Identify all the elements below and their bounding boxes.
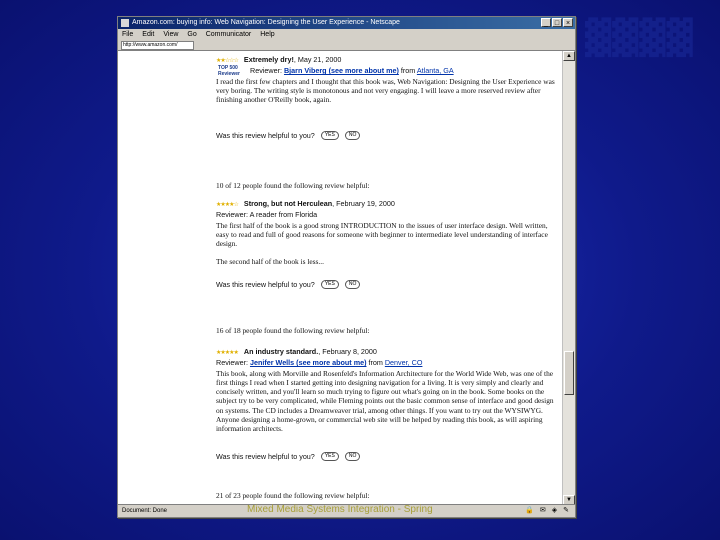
reviewer-line	[216, 358, 556, 367]
review-heading: ★★☆☆☆ Extremely dry!, May 21, 2000	[216, 55, 342, 64]
location-toolbar	[118, 40, 575, 51]
netscape-icon	[121, 19, 129, 27]
review-date: February 8, 2000	[322, 347, 377, 356]
menu-communicator[interactable]: Communicator	[205, 31, 252, 38]
helpful-vote-row	[216, 280, 360, 289]
vote-yes-button[interactable]: YES	[321, 131, 339, 140]
component-icon[interactable]: ◈	[551, 507, 558, 514]
helpful-count: 21 of 23 people found the following review helpful:	[216, 491, 370, 500]
slide-footer: Mixed Media Systems Integration - Spring	[247, 504, 433, 515]
rating-stars: ★★★★★	[216, 350, 238, 356]
menu-bar	[118, 29, 575, 40]
review-title: Extremely dry!	[243, 55, 294, 64]
editor-icon[interactable]: ✎	[563, 507, 569, 514]
menu-go[interactable]: Go	[187, 31, 197, 38]
review-heading: ★★★★☆ Strong, but not Herculean, February 19, 2000	[216, 199, 395, 208]
scroll-up-arrow-icon[interactable]: ▲	[563, 51, 575, 61]
review-heading: ★★★★★ An industry standard., February 8, 2000	[216, 347, 377, 356]
helpful-vote-row	[216, 131, 360, 140]
menu-edit[interactable]: Edit	[142, 31, 155, 38]
helpful-question: Was this review helpful to you?	[216, 131, 315, 140]
status-text: Document: Done	[122, 508, 168, 514]
close-button[interactable]: ×	[563, 18, 573, 27]
rating-stars: ★★★★☆	[216, 202, 238, 208]
reviewer-line	[216, 210, 556, 219]
security-icon[interactable]: 🔒	[525, 507, 534, 514]
from-prefix: from	[368, 358, 383, 368]
vote-no-button[interactable]: NO	[345, 131, 361, 140]
review-item	[216, 347, 556, 434]
rating-stars: ★★☆☆☆	[216, 58, 238, 64]
helpful-count: 10 of 12 people found the following review helpful:	[216, 181, 370, 190]
reviewer-line	[216, 66, 556, 75]
reviewer-name-link[interactable]: Jenifer Wells (see more about me)	[249, 358, 367, 368]
window-title: Amazon.com: buying info: Web Navigation: Designing the User Experience - Netscape	[132, 19, 400, 26]
vote-yes-button[interactable]: YES	[321, 280, 339, 289]
review-body: This book, along with Morville and Rosenfeld's Information Architecture for the World Wide Web, was one of the first things I read when I started getting into designing navigation for a living. It is very simply and clearly and concisely written, and you'll learn so much trying to figure out what's going on in the book. Some books on the subject try to be very complicated, while Fleming points out the basic common sense of interface and good design on systems. The CD includes a Dreamweaver trial, among other things. If you want to try out the WYSIWYG. Anyone designing a home-grown, or commercial web site will be helped by reading this book, as will aspiring information architects.	[216, 368, 554, 434]
review-date: February 19, 2000	[336, 199, 395, 208]
menu-file[interactable]: File	[122, 31, 134, 38]
reviewer-prefix: Reviewer:	[216, 210, 248, 220]
review-title: An industry standard.	[243, 347, 319, 356]
page-content	[118, 51, 562, 505]
from-prefix: from	[400, 66, 416, 76]
top-reviewer-badge: TOP 500 Reviewer	[218, 65, 240, 77]
scroll-down-arrow-icon[interactable]: ▼	[563, 495, 575, 505]
review-body: I read the first few chapters and I thought that this book was, Web Navigation: Designing the User Experience was very boring. The writing style is monotonous and not very engaging. I will leave a more reserved review after finishing another O'Reilly book, again.	[216, 76, 555, 105]
slide-decoration: ▓▓▓▓	[585, 18, 694, 58]
review-date: May 21, 2000	[297, 55, 342, 64]
location-field[interactable]: http://www.amazon.com/	[121, 41, 194, 50]
reviewer-name-link[interactable]: Bjarn Viberg (see more about me)	[283, 66, 399, 76]
menu-view[interactable]: View	[163, 31, 179, 38]
review-item	[216, 55, 556, 104]
title-bar	[118, 17, 575, 29]
helpful-count: 16 of 18 people found the following review helpful:	[216, 326, 370, 335]
reviewer-location-link[interactable]: Denver, CO	[384, 358, 423, 368]
helpful-question: Was this review helpful to you?	[216, 452, 315, 461]
menu-help[interactable]: Help	[260, 31, 275, 38]
reviewer-location-link[interactable]: Atlanta, GA	[416, 66, 454, 76]
reviewer-prefix: Reviewer:	[216, 358, 248, 368]
review-title: Strong, but not Herculean	[243, 199, 333, 208]
mail-icon[interactable]: ✉	[539, 507, 546, 514]
window-controls	[541, 18, 573, 27]
helpful-vote-row	[216, 452, 360, 461]
scrollbar-thumb[interactable]	[564, 351, 574, 395]
vote-no-button[interactable]: NO	[345, 280, 361, 289]
reviewer-prefix: Reviewer:	[250, 66, 282, 76]
vote-yes-button[interactable]: YES	[321, 452, 339, 461]
review-body-extra: The second half of the book is less...	[216, 257, 324, 267]
review-item	[216, 199, 556, 267]
vertical-scrollbar[interactable]	[562, 51, 575, 505]
reviewer-name: A reader from Florida	[249, 210, 318, 220]
vote-no-button[interactable]: NO	[345, 452, 361, 461]
maximize-button[interactable]: □	[552, 18, 562, 27]
minimize-button[interactable]: _	[541, 18, 551, 27]
browser-window	[117, 16, 576, 518]
status-icons	[525, 505, 569, 517]
review-body: The first half of the book is a good strong INTRODUCTION to the issues of user interface design. Well written, easy to read and full of good reasons for someone with beginner to intermediate level understanding of interface design.	[216, 220, 548, 249]
helpful-question: Was this review helpful to you?	[216, 280, 315, 289]
